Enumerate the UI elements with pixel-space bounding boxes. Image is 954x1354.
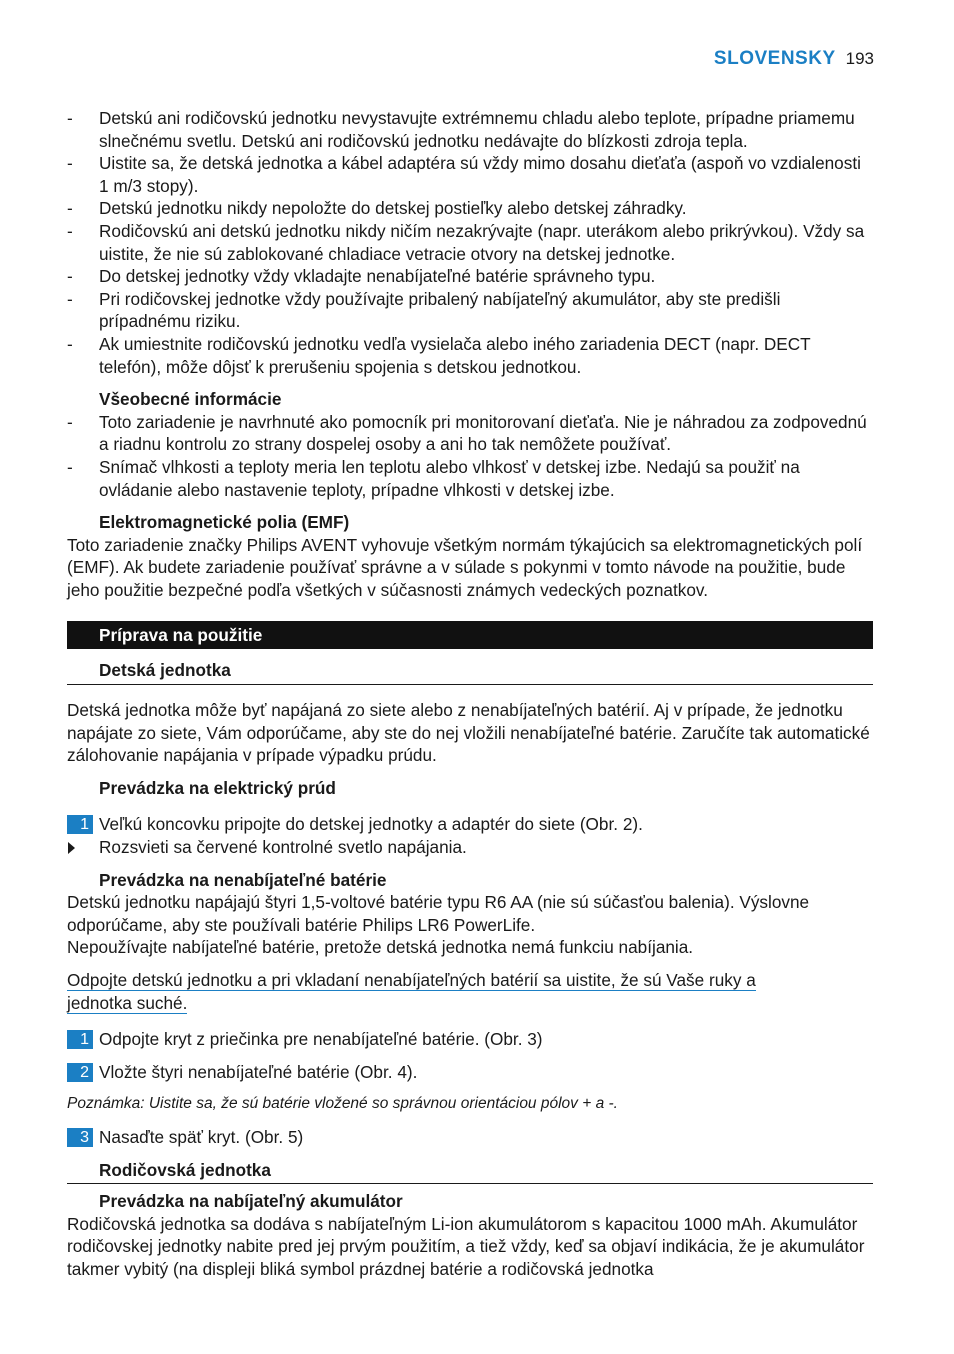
warning-text: Odpojte detskú jednotku a pri vkladaní nenabíjateľných batérií sa uistite, že sú Vaše ruky a (67, 970, 756, 990)
baby-unit-heading: Detská jednotka (67, 659, 873, 685)
emf-text: Toto zariadenie značky Philips AVENT vyhovuje všetkým normám týkajúcich sa elektromagnetických polí (EMF). Ak budete zariadenie používať správne a v súlade s pokynmi v tomto návode na použitie, bude jeho použitie bezpečné podľa všetkých v súčasnosti známych vedeckých poznatkov. (67, 534, 863, 600)
list-item: - Detskú jednotku nikdy nepoložte do detskej postieľky alebo detskej záhradky. (67, 197, 873, 220)
list-item: - Rodičovskú ani detskú jednotku nikdy ničím nezakrývajte (napr. uterákom alebo prikrývkou). Vždy sa uistite, že nie sú zablokované chladiace vetracie otvory na detskej jednotke. (67, 220, 873, 265)
result-arrow-icon (68, 842, 75, 854)
list-item: - Pri rodičovskej jednotke vždy používajte pribalený nabíjateľný akumulátor, aby ste predišli prípadnému riziku. (67, 288, 873, 333)
step-text: Veľkú koncovku pripojte do detskej jednotky a adaptér do siete (Obr. 2). (99, 814, 643, 835)
warning-text-2: jednotka suché. (67, 992, 188, 1013)
page-header (714, 48, 874, 70)
mains-heading: Prevádzka na elektrický prúd (99, 777, 336, 798)
general-heading: Všeobecné informácie (99, 389, 282, 410)
general-list (67, 411, 873, 501)
result-text: Rozsvieti sa červené kontrolné svetlo napájania. (99, 837, 467, 858)
step-item (67, 813, 873, 836)
list-item: - Detskú ani rodičovskú jednotku nevystavujte extrémnemu chladu alebo teplote, prípadne priamemu slnečnému svetlu. Detskú ani rodičovskú jednotku nedávajte do blízkosti zdroja tepla. (67, 107, 873, 152)
result-item (67, 836, 873, 859)
page-number: 193 (845, 49, 874, 68)
warnings-list (67, 107, 873, 378)
parent-unit-heading: Rodičovská jednotka (67, 1159, 873, 1185)
step-number: 1 (67, 815, 93, 834)
emf-heading: Elektromagnetické polia (EMF) (99, 512, 350, 533)
step-number: 2 (67, 1063, 93, 1082)
step-number: 3 (67, 1128, 93, 1147)
note-text: Poznámka: Uistite sa, že sú batérie vložené so správnou orientáciou pólov + a -. (67, 1095, 618, 1113)
parent-unit-text: Rodičovská jednotka sa dodáva s nabíjateľným Li-ion akumulátorom s kapacitou 1000 mAh. Akumulátor rodičovskej jednotky nabite pred jej prvým použitím, a tiež vždy, keď sa objaví indikácia, že je akumulátor takmer vybitý (na displeji bliká symbol prázdnej batérie a rodičovská jednotka (67, 1213, 865, 1279)
list-item: - Do detskej jednotky vždy vkladajte nenabíjateľné batérie správneho typu. (67, 265, 873, 288)
list-item: - Snímač vlhkosti a teploty meria len teplotu alebo vlhkosť v detskej izbe. Nedajú sa použiť na ovládanie alebo nastavenie teploty, prípadne vlhkosti v detskej izbe. (67, 456, 873, 501)
step-text: Nasaďte späť kryt. (Obr. 5) (99, 1126, 304, 1147)
batteries-text: Detskú jednotku napájajú štyri 1,5-voltové batérie typu R6 AA (nie sú súčasťou balenia). Výslovne odporúčame, aby ste používali batérie Philips LR6 PowerLife. (67, 892, 810, 935)
baby-unit-text: Detská jednotka môže byť napájaná zo siete alebo z nenabíjateľných batérií. Aj v prípade, že jednotku napájate zo siete, Vám odporúčame, aby ste do nej vložili nenabíjateľné batérie. Zaručíte tak automatické zálohovanie napájania v prípade výpadku prúdu. (67, 700, 870, 766)
step-text: Odpojte kryt z priečinka pre nenabíjateľné batérie. (Obr. 3) (99, 1029, 543, 1050)
list-item: - Toto zariadenie je navrhnuté ako pomocník pri monitorovaní dieťaťa. Nie je náhradou za zodpovednú a riadnu kontrolu zo strany dospelej osoby a ani ho tak nemôžete používať. (67, 411, 873, 456)
step-item (67, 1028, 873, 1051)
batteries-heading: Prevádzka na nenabíjateľné batérie (99, 869, 387, 890)
step-text: Vložte štyri nenabíjateľné batérie (Obr. 4). (99, 1061, 418, 1082)
batteries-text-2: Nepoužívajte nabíjateľné batérie, pretože detská jednotka nemá funkciu nabíjania. (67, 937, 694, 958)
section-title: Príprava na použitie (67, 621, 873, 649)
step-item (67, 1061, 873, 1084)
list-item: - Uistite sa, že detská jednotka a kábel adaptéra sú vždy mimo dosahu dieťaťa (aspoň vo vzdialenosti 1 m/3 stopy). (67, 152, 873, 197)
step-number: 1 (67, 1030, 93, 1049)
rechargeable-heading: Prevádzka na nabíjateľný akumulátor (99, 1191, 403, 1212)
language-label: SLOVENSKY (713, 48, 836, 69)
warning-block (67, 969, 873, 1014)
page-content (67, 107, 873, 1281)
step-item (67, 1126, 873, 1149)
list-item: - Ak umiestnite rodičovskú jednotku vedľa vysielača alebo iného zariadenia DECT (napr. DECT telefón), môže dôjsť k prerušeniu spojenia s detskou jednotkou. (67, 333, 873, 378)
